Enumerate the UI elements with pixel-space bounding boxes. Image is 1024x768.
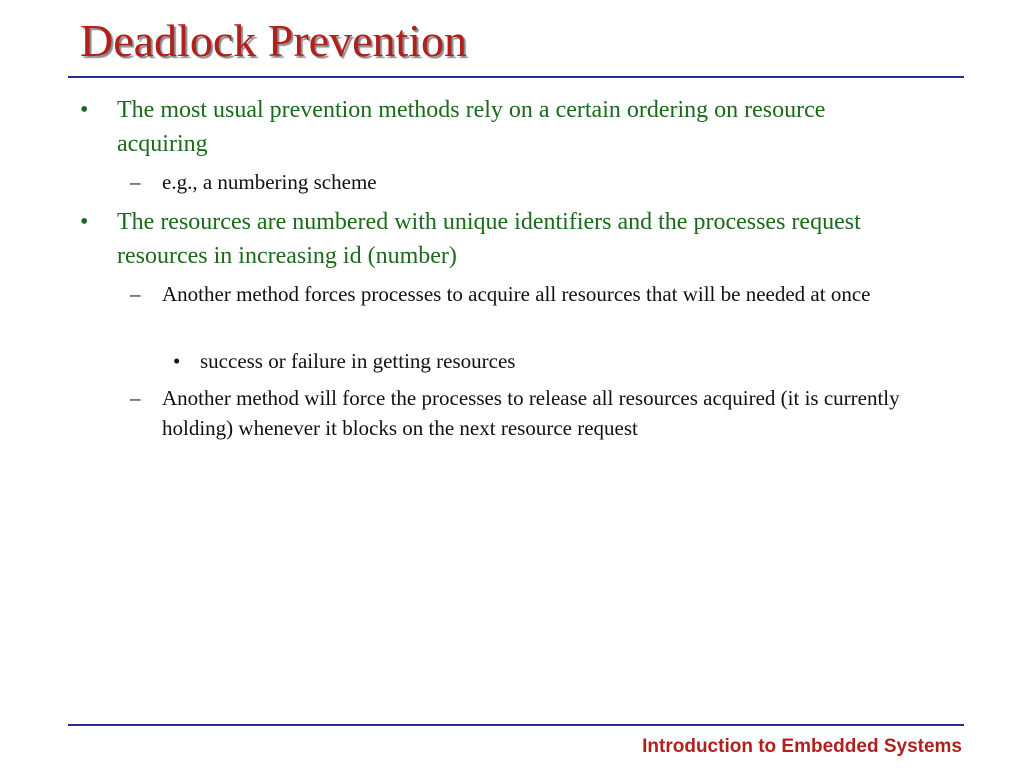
bullet-text: The resources are numbered with unique identifiers and the processes request resources in increasing id (number) <box>117 209 861 269</box>
bullet-text: The most usual prevention methods rely on a certain ordering on resource acquiring <box>117 97 826 157</box>
sub-bullet-text: e.g., a numbering scheme <box>162 170 377 194</box>
bullet-item <box>80 205 917 273</box>
sub-bullet-text: Another method will force the processes to release all resources acquired (it is currently holding) whenever it blocks on the next resource request <box>162 386 900 440</box>
bullet-marker: • <box>173 349 181 373</box>
title-divider <box>68 76 964 78</box>
bullet-marker: • <box>80 97 89 123</box>
footer-divider <box>68 724 964 726</box>
slide-title: Deadlock Prevention <box>80 15 468 66</box>
sub-bullet-item <box>130 279 952 309</box>
dash-marker: – <box>130 282 141 306</box>
footer-course-title: Introduction to Embedded Systems <box>642 736 962 757</box>
sub-bullet-item <box>130 167 952 197</box>
sub-sub-bullet-item <box>173 346 940 376</box>
bullet-marker: • <box>80 209 89 235</box>
bullet-item <box>80 93 917 161</box>
sub-bullet-text: Another method forces processes to acquire all resources that will be needed at once <box>162 282 871 306</box>
sub-bullet-item <box>130 383 952 443</box>
sub-sub-bullet-text: success or failure in getting resources <box>200 349 516 373</box>
dash-marker: – <box>130 386 141 410</box>
dash-marker: – <box>130 170 141 194</box>
